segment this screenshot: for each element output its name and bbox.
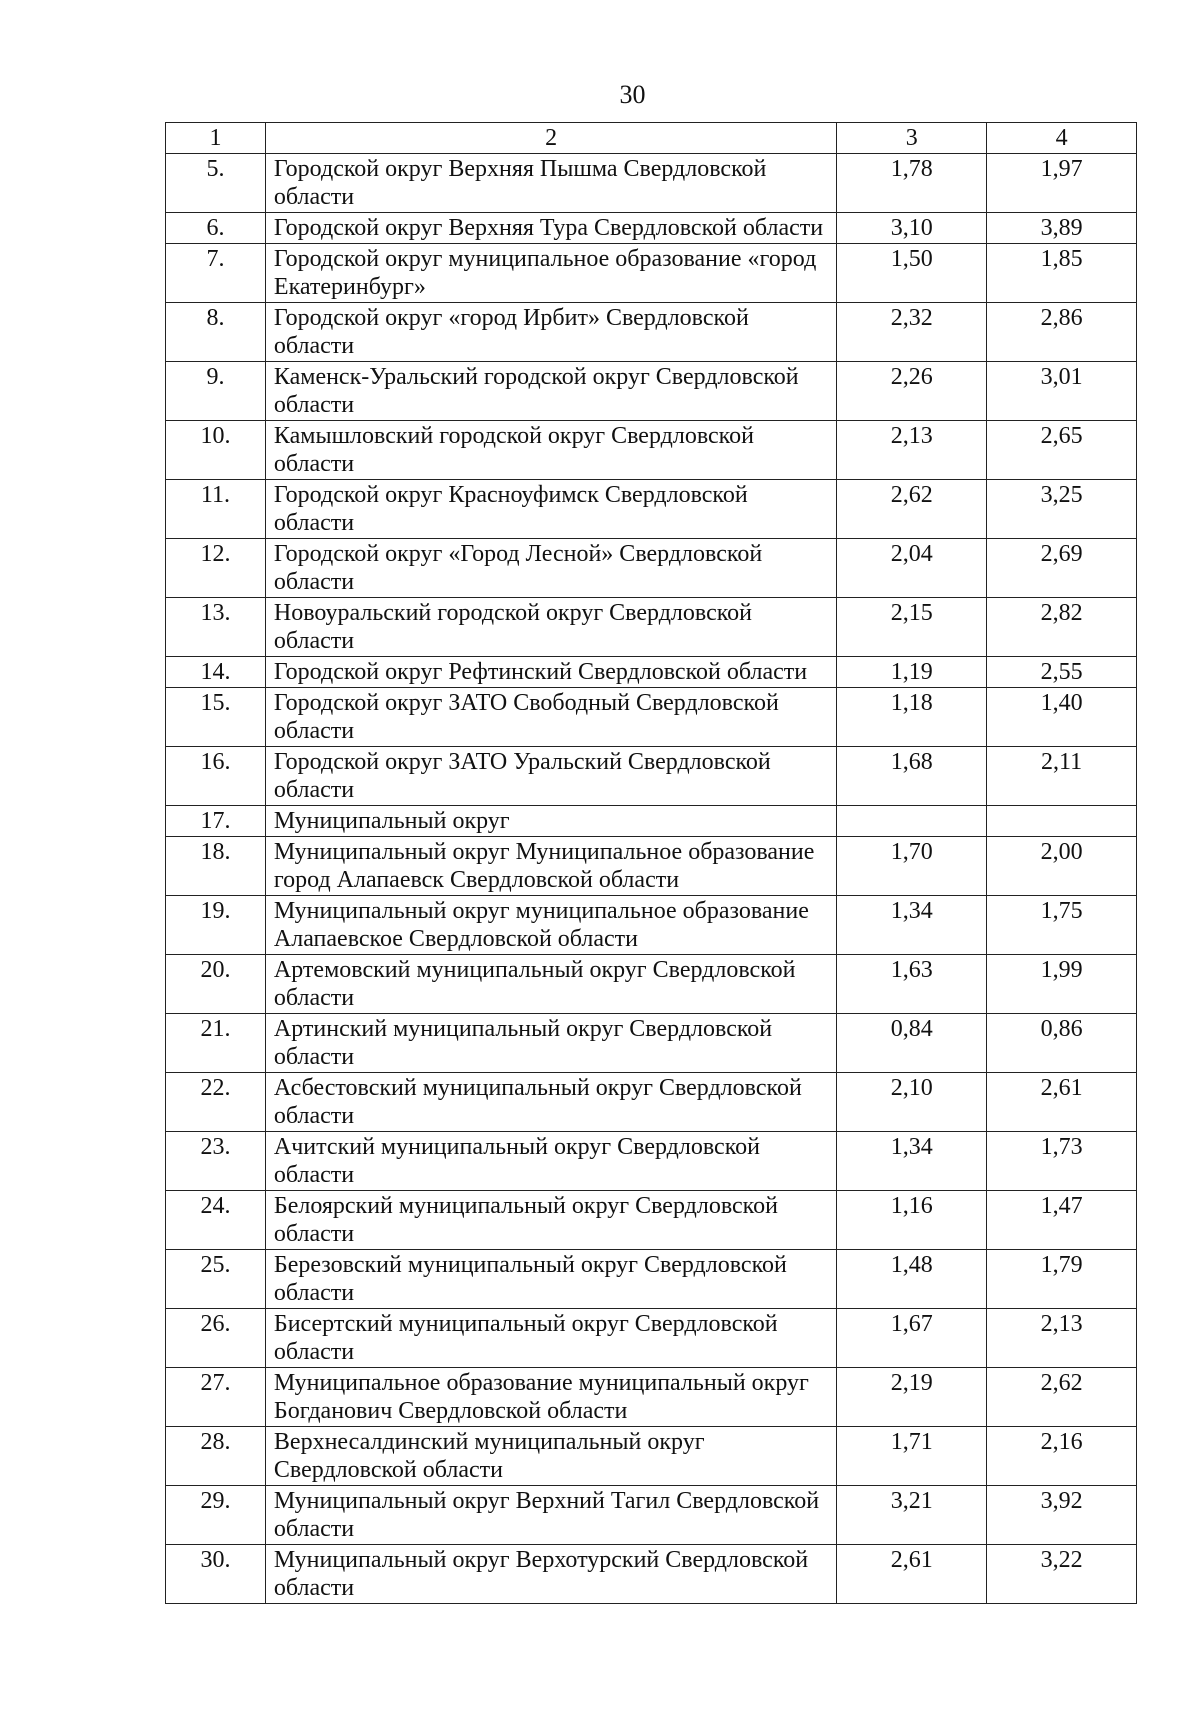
municipality-name: Каменск-Уральский городской округ Свердловской области [265,362,836,421]
table-row [166,1014,1137,1073]
row-number: 13. [166,598,266,657]
table-row [166,806,1137,837]
table-row [166,421,1137,480]
row-number: 8. [166,303,266,362]
table-row [166,747,1137,806]
value-column-4: 3,92 [987,1486,1137,1545]
value-column-3: 2,19 [837,1368,987,1427]
table-row [166,1073,1137,1132]
row-number: 21. [166,1014,266,1073]
table-body [166,154,1137,1604]
value-column-3: 2,13 [837,421,987,480]
value-column-4 [987,806,1137,837]
value-column-4: 2,69 [987,539,1137,598]
table-row [166,1191,1137,1250]
value-column-4: 3,22 [987,1545,1137,1604]
row-number: 20. [166,955,266,1014]
value-column-4: 2,61 [987,1073,1137,1132]
table-row [166,303,1137,362]
municipality-name: Асбестовский муниципальный округ Свердловской области [265,1073,836,1132]
page-number: 30 [619,80,646,109]
value-column-3: 2,15 [837,598,987,657]
row-number: 9. [166,362,266,421]
value-column-4: 2,16 [987,1427,1137,1486]
value-column-3: 1,16 [837,1191,987,1250]
value-column-3: 2,32 [837,303,987,362]
municipality-name: Городской округ «город Ирбит» Свердловской области [265,303,836,362]
row-number: 23. [166,1132,266,1191]
municipality-name: Белоярский муниципальный округ Свердловской области [265,1191,836,1250]
table-row [166,657,1137,688]
row-number: 7. [166,244,266,303]
table-row [166,213,1137,244]
table-row [166,955,1137,1014]
value-column-3: 1,34 [837,896,987,955]
value-column-4: 2,86 [987,303,1137,362]
row-number: 12. [166,539,266,598]
value-column-4: 2,11 [987,747,1137,806]
table-row [166,896,1137,955]
table-row [166,598,1137,657]
table-row [166,362,1137,421]
table-row [166,1132,1137,1191]
municipality-name: Городской округ «Город Лесной» Свердловской области [265,539,836,598]
value-column-4: 1,40 [987,688,1137,747]
table-row [166,480,1137,539]
value-column-4: 2,65 [987,421,1137,480]
value-column-4: 1,73 [987,1132,1137,1191]
value-column-4: 1,85 [987,244,1137,303]
table-row [166,1250,1137,1309]
row-number: 30. [166,1545,266,1604]
table-row [166,1486,1137,1545]
municipality-name: Городской округ Красноуфимск Свердловской области [265,480,836,539]
table-row [166,1545,1137,1604]
value-column-3: 1,48 [837,1250,987,1309]
value-column-3: 1,78 [837,154,987,213]
header-cell-1: 1 [166,123,266,154]
row-number: 22. [166,1073,266,1132]
value-column-4: 1,47 [987,1191,1137,1250]
value-column-3: 1,68 [837,747,987,806]
municipality-name: Муниципальный округ Верхний Тагил Свердловской области [265,1486,836,1545]
row-number: 24. [166,1191,266,1250]
value-column-4: 3,25 [987,480,1137,539]
row-number: 15. [166,688,266,747]
table-row [166,837,1137,896]
row-number: 27. [166,1368,266,1427]
municipality-name: Новоуральский городской округ Свердловской области [265,598,836,657]
value-column-3: 3,10 [837,213,987,244]
row-number: 16. [166,747,266,806]
table-row [166,154,1137,213]
municipality-name: Артемовский муниципальный округ Свердловской области [265,955,836,1014]
municipality-name: Березовский муниципальный округ Свердловской области [265,1250,836,1309]
row-number: 10. [166,421,266,480]
row-number: 14. [166,657,266,688]
data-table [165,122,1137,1604]
value-column-3: 2,62 [837,480,987,539]
row-number: 29. [166,1486,266,1545]
row-number: 28. [166,1427,266,1486]
value-column-3: 1,67 [837,1309,987,1368]
value-column-4: 3,01 [987,362,1137,421]
value-column-4: 3,89 [987,213,1137,244]
header-cell-4: 4 [987,123,1137,154]
table-row [166,539,1137,598]
value-column-3: 1,71 [837,1427,987,1486]
value-column-4: 2,82 [987,598,1137,657]
row-number: 26. [166,1309,266,1368]
value-column-3: 2,04 [837,539,987,598]
value-column-4: 2,62 [987,1368,1137,1427]
municipality-name: Городской округ муниципальное образование «город Екатеринбург» [265,244,836,303]
row-number: 5. [166,154,266,213]
value-column-3: 1,18 [837,688,987,747]
municipality-name: Верхнесалдинский муниципальный округ Свердловской области [265,1427,836,1486]
table-row [166,244,1137,303]
value-column-4: 0,86 [987,1014,1137,1073]
row-number: 11. [166,480,266,539]
value-column-3: 2,26 [837,362,987,421]
header-row [166,123,1137,154]
value-column-3: 1,19 [837,657,987,688]
row-number: 19. [166,896,266,955]
municipality-name: Городской округ Рефтинский Свердловской области [265,657,836,688]
municipality-name: Городской округ ЗАТО Уральский Свердловской области [265,747,836,806]
value-column-3: 2,61 [837,1545,987,1604]
header-cell-2: 2 [265,123,836,154]
header-cell-3: 3 [837,123,987,154]
value-column-4: 2,13 [987,1309,1137,1368]
municipality-name: Городской округ ЗАТО Свободный Свердловской области [265,688,836,747]
municipality-name: Муниципальное образование муниципальный округ Богданович Свердловской области [265,1368,836,1427]
value-column-4: 1,75 [987,896,1137,955]
value-column-4: 2,55 [987,657,1137,688]
table-header [166,123,1137,154]
municipality-name: Муниципальный округ Верхотурский Свердловской области [265,1545,836,1604]
value-column-3: 1,50 [837,244,987,303]
row-number: 17. [166,806,266,837]
value-column-3 [837,806,987,837]
municipality-name: Камышловский городской округ Свердловской области [265,421,836,480]
row-number: 25. [166,1250,266,1309]
municipality-name: Городской округ Верхняя Пышма Свердловской области [265,154,836,213]
value-column-3: 1,34 [837,1132,987,1191]
value-column-4: 1,99 [987,955,1137,1014]
table-row [166,1309,1137,1368]
value-column-4: 2,00 [987,837,1137,896]
value-column-3: 2,10 [837,1073,987,1132]
row-number: 18. [166,837,266,896]
value-column-3: 0,84 [837,1014,987,1073]
municipality-name: Городской округ Верхняя Тура Свердловской области [265,213,836,244]
municipality-name: Муниципальный округ Муниципальное образование город Алапаевск Свердловской области [265,837,836,896]
value-column-4: 1,79 [987,1250,1137,1309]
value-column-3: 1,63 [837,955,987,1014]
table-row [166,688,1137,747]
municipality-name: Ачитский муниципальный округ Свердловской области [265,1132,836,1191]
value-column-3: 1,70 [837,837,987,896]
municipality-name: Артинский муниципальный округ Свердловской области [265,1014,836,1073]
table-row [166,1368,1137,1427]
municipality-name: Муниципальный округ [265,806,836,837]
value-column-3: 3,21 [837,1486,987,1545]
municipality-name: Бисертский муниципальный округ Свердловской области [265,1309,836,1368]
table-row [166,1427,1137,1486]
value-column-4: 1,97 [987,154,1137,213]
municipality-name: Муниципальный округ муниципальное образование Алапаевское Свердловской области [265,896,836,955]
row-number: 6. [166,213,266,244]
